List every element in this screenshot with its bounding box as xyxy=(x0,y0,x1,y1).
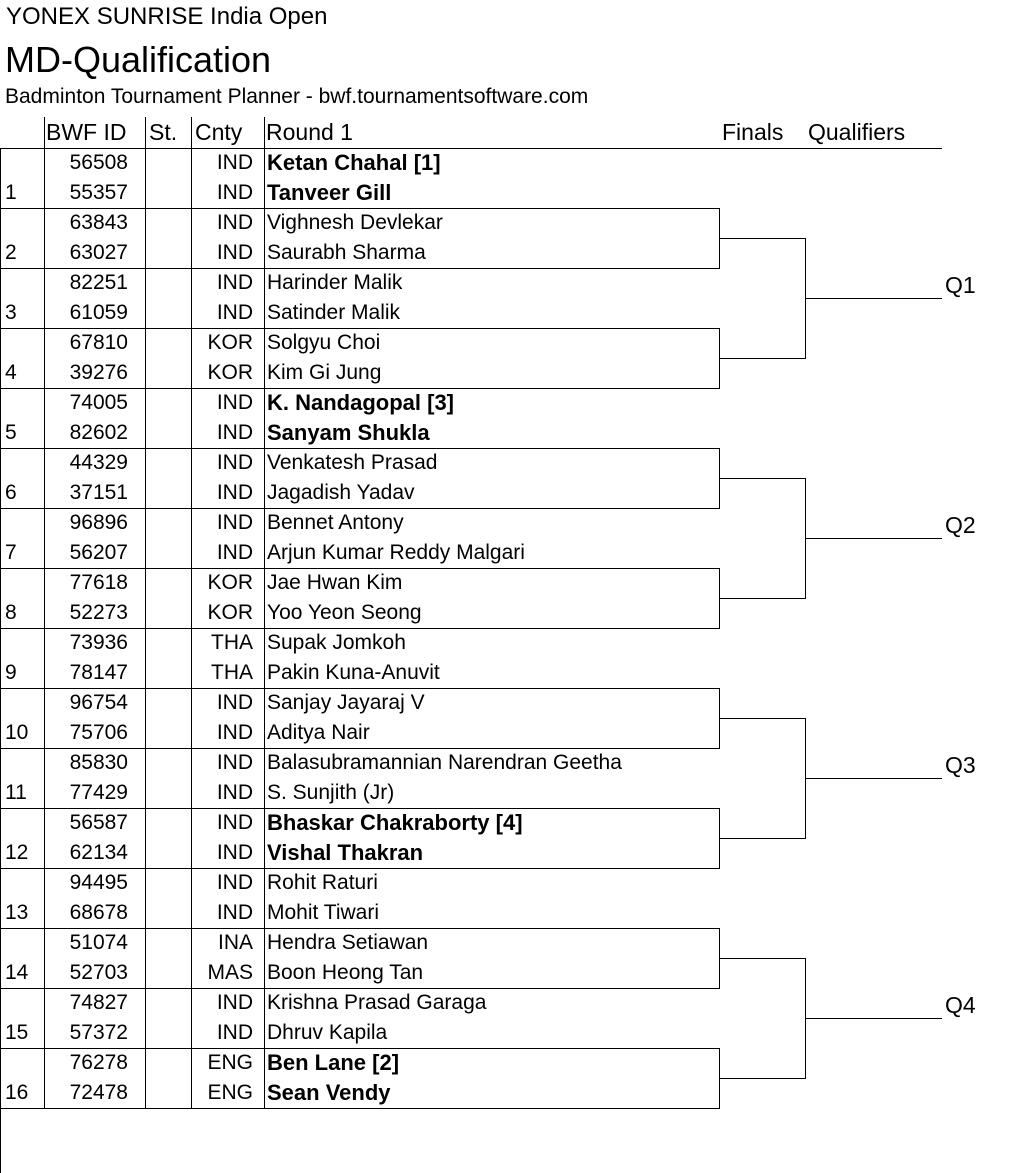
country-cell: IND xyxy=(216,721,253,744)
player-name: Ben Lane [2] xyxy=(267,1050,400,1075)
player-name: Bhaskar Chakraborty [4] xyxy=(267,810,523,835)
player-name: Venkatesh Prasad xyxy=(267,451,438,474)
bwf-id-cell: 61059 xyxy=(69,301,128,324)
match-number: 9 xyxy=(5,661,17,684)
player-name: Aditya Nair xyxy=(267,721,370,744)
tournament-title: YONEX SUNRISE India Open xyxy=(6,3,328,30)
country-cell: IND xyxy=(216,181,253,204)
player-name: Vighnesh Devlekar xyxy=(267,211,443,234)
bwf-id-cell: 78147 xyxy=(69,661,128,684)
match-number: 12 xyxy=(5,841,29,864)
player-name: Sanjay Jayaraj V xyxy=(267,691,425,714)
bwf-id-cell: 63027 xyxy=(69,241,128,264)
player-name: Jae Hwan Kim xyxy=(267,571,403,594)
bwf-id-cell: 94495 xyxy=(69,871,128,894)
match-number: 14 xyxy=(5,961,29,984)
match-number: 11 xyxy=(5,781,27,804)
player-name: Arjun Kumar Reddy Malgari xyxy=(267,541,525,564)
bwf-id-cell: 68678 xyxy=(69,901,128,924)
match-number: 4 xyxy=(5,361,17,384)
bwf-id-cell: 96896 xyxy=(69,511,128,534)
header-status: St. xyxy=(149,119,178,145)
header-bwf-id: BWF ID xyxy=(46,119,127,145)
player-name: Pakin Kuna-Anuvit xyxy=(267,661,440,684)
player-name: Sanyam Shukla xyxy=(267,420,430,445)
bwf-id-cell: 62134 xyxy=(69,841,128,864)
player-name: Saurabh Sharma xyxy=(267,241,426,264)
country-cell: KOR xyxy=(207,331,253,354)
header-qualifiers: Qualifiers xyxy=(808,119,906,145)
country-cell: MAS xyxy=(207,961,253,984)
bwf-id-cell: 57372 xyxy=(69,1021,128,1044)
match-number: 15 xyxy=(5,1021,29,1044)
country-cell: KOR xyxy=(207,571,253,594)
match-number: 13 xyxy=(5,901,29,924)
bwf-id-cell: 77429 xyxy=(69,781,128,804)
player-name: Balasubramannian Narendran Geetha xyxy=(267,751,622,774)
country-cell: THA xyxy=(211,661,253,684)
header-finals: Finals xyxy=(722,119,784,145)
country-cell: ENG xyxy=(207,1081,253,1104)
qualifier-label: Q2 xyxy=(945,512,976,538)
bwf-id-cell: 51074 xyxy=(69,931,128,954)
bwf-id-cell: 77618 xyxy=(69,571,128,594)
country-cell: IND xyxy=(216,421,253,444)
header-country: Cnty xyxy=(195,119,243,145)
bwf-id-cell: 82602 xyxy=(69,421,128,444)
bwf-id-cell: 75706 xyxy=(69,721,128,744)
qualifier-label: Q4 xyxy=(945,992,976,1018)
country-cell: IND xyxy=(216,511,253,534)
player-name: Kim Gi Jung xyxy=(267,361,382,384)
match-number: 10 xyxy=(5,721,29,744)
country-cell: IND xyxy=(216,271,253,294)
player-name: Vishal Thakran xyxy=(267,840,424,865)
player-name: Harinder Malik xyxy=(267,271,403,294)
bwf-id-cell: 74827 xyxy=(69,991,128,1014)
match-number: 7 xyxy=(5,541,17,564)
country-cell: IND xyxy=(216,751,253,774)
bwf-id-cell: 82251 xyxy=(69,271,128,294)
country-cell: IND xyxy=(216,1021,253,1044)
match-number: 3 xyxy=(5,301,17,324)
player-name: Rohit Raturi xyxy=(267,871,378,894)
player-name: S. Sunjith (Jr) xyxy=(267,781,395,804)
player-name: Supak Jomkoh xyxy=(267,631,406,654)
player-name: Bennet Antony xyxy=(267,511,404,534)
country-cell: IND xyxy=(216,301,253,324)
bwf-id-cell: 85830 xyxy=(69,751,128,774)
match-number: 2 xyxy=(5,241,17,264)
country-cell: IND xyxy=(216,481,253,504)
match-number: 16 xyxy=(5,1081,29,1104)
bwf-id-cell: 44329 xyxy=(69,451,128,474)
bwf-id-cell: 63843 xyxy=(69,211,128,234)
qualifier-label: Q1 xyxy=(945,272,976,298)
country-cell: KOR xyxy=(207,361,253,384)
player-name: Ketan Chahal [1] xyxy=(267,150,441,175)
bwf-id-cell: 56207 xyxy=(69,541,128,564)
player-name: Hendra Setiawan xyxy=(267,931,429,954)
country-cell: IND xyxy=(216,811,253,834)
bwf-id-cell: 56587 xyxy=(69,811,128,834)
bwf-id-cell: 76278 xyxy=(69,1051,128,1074)
bwf-id-cell: 55357 xyxy=(69,181,128,204)
bwf-id-cell: 56508 xyxy=(69,151,128,174)
country-cell: IND xyxy=(216,451,253,474)
country-cell: IND xyxy=(216,991,253,1014)
player-name: Sean Vendy xyxy=(267,1080,391,1105)
bwf-id-cell: 74005 xyxy=(69,391,128,414)
bwf-id-cell: 52703 xyxy=(69,961,128,984)
country-cell: IND xyxy=(216,781,253,804)
bwf-id-cell: 72478 xyxy=(69,1081,128,1104)
player-name: Dhruv Kapila xyxy=(267,1021,388,1044)
player-name: Krishna Prasad Garaga xyxy=(267,991,487,1014)
bwf-id-cell: 39276 xyxy=(69,361,128,384)
qualifier-label: Q3 xyxy=(945,752,976,778)
match-number: 6 xyxy=(5,481,17,504)
bwf-id-cell: 37151 xyxy=(69,481,128,504)
country-cell: IND xyxy=(216,541,253,564)
country-cell: IND xyxy=(216,871,253,894)
country-cell: IND xyxy=(216,691,253,714)
player-name: K. Nandagopal [3] xyxy=(267,390,455,415)
subtitle: Badminton Tournament Planner - bwf.tournamentsoftware.com xyxy=(5,85,589,108)
match-number: 5 xyxy=(5,421,17,444)
country-cell: INA xyxy=(217,931,253,954)
player-name: Mohit Tiwari xyxy=(267,901,380,924)
event-title: MD-Qualification xyxy=(5,39,272,80)
country-cell: IND xyxy=(216,211,253,234)
header-round-1: Round 1 xyxy=(266,119,353,145)
player-name: Satinder Malik xyxy=(267,301,401,324)
player-name: Tanveer Gill xyxy=(267,180,392,205)
country-cell: IND xyxy=(216,391,253,414)
player-name: Jagadish Yadav xyxy=(267,481,415,504)
player-name: Boon Heong Tan xyxy=(267,961,424,984)
player-name: Yoo Yeon Seong xyxy=(267,601,422,624)
country-cell: ENG xyxy=(207,1051,253,1074)
country-cell: IND xyxy=(216,241,253,264)
match-number: 1 xyxy=(5,181,17,204)
bwf-id-cell: 67810 xyxy=(69,331,128,354)
country-cell: IND xyxy=(216,901,253,924)
country-cell: IND xyxy=(216,151,253,174)
bwf-id-cell: 52273 xyxy=(69,601,128,624)
match-number: 8 xyxy=(5,601,17,624)
country-cell: IND xyxy=(216,841,253,864)
bwf-id-cell: 73936 xyxy=(69,631,128,654)
player-name: Solgyu Choi xyxy=(267,331,381,354)
bwf-id-cell: 96754 xyxy=(69,691,128,714)
country-cell: KOR xyxy=(207,601,253,624)
country-cell: THA xyxy=(211,631,253,654)
